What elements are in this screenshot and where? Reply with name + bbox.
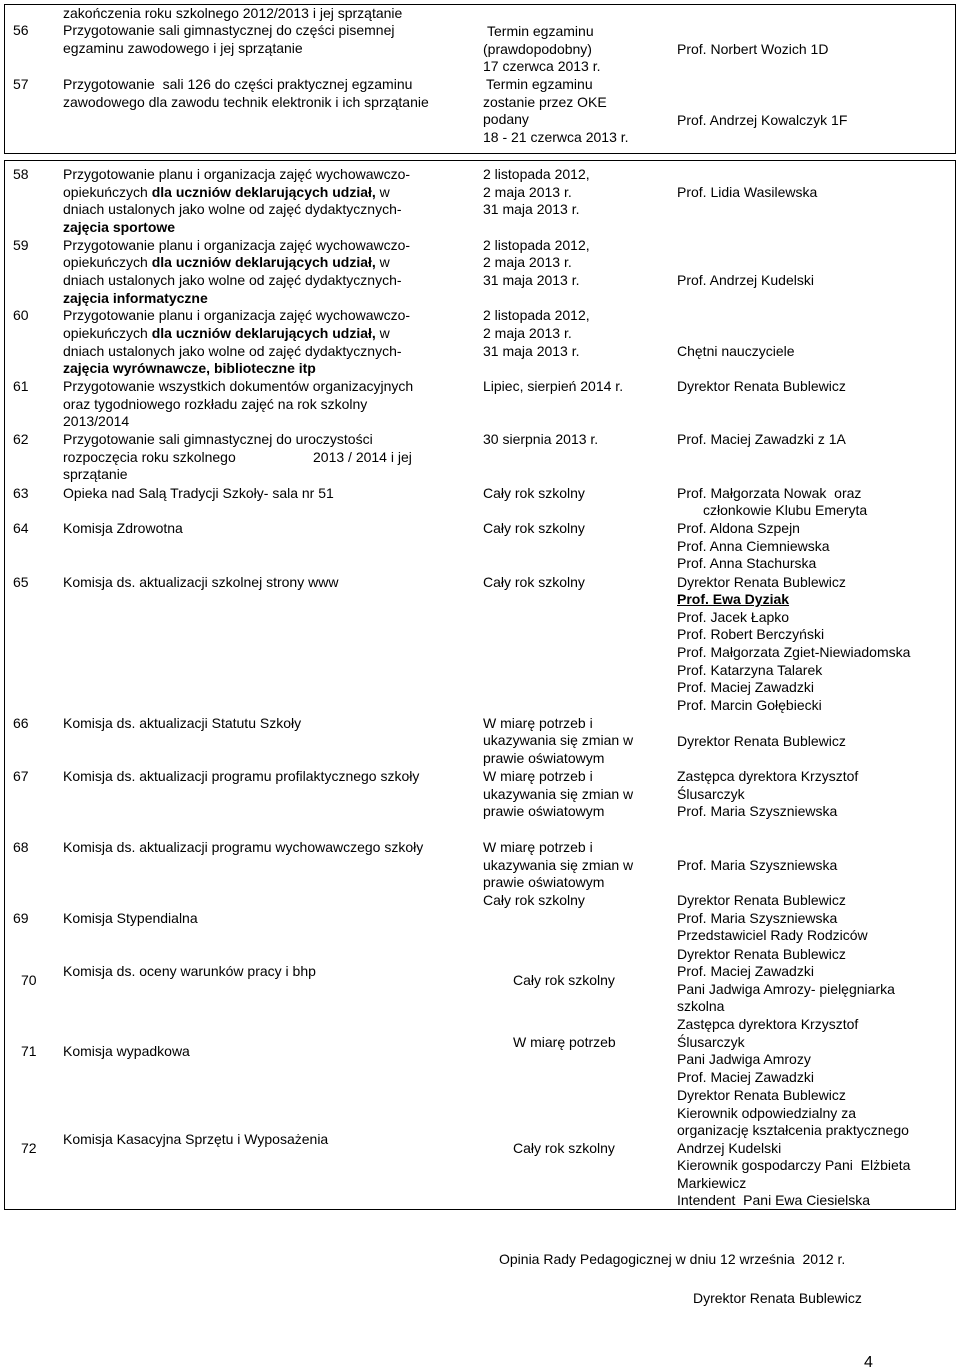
row-desc: opiekuńczych dla uczniów deklarujących udział, w (63, 254, 390, 270)
row-number: 71 (21, 1043, 37, 1059)
responsible: Pani Jadwiga Amrozy (677, 1051, 811, 1067)
row-desc: Komisja ds. aktualizacji programu profilaktycznego szkoły (63, 768, 420, 784)
responsible: Andrzej Kudelski (677, 1140, 782, 1156)
row-number: 60 (13, 307, 29, 323)
exam-term: (prawdopodobny) (483, 41, 592, 57)
row-date: 2 listopada 2012, (483, 166, 590, 182)
row-date: Cały rok szkolny (483, 574, 585, 590)
row-date: 2 maja 2013 r. (483, 184, 572, 200)
council-opinion: Opinia Rady Pedagogicznej w dniu 12 września 2012 r. (499, 1251, 846, 1267)
row-date: 2 maja 2013 r. (483, 254, 572, 270)
row-date: Cały rok szkolny (483, 485, 585, 501)
row-number: 65 (13, 574, 29, 590)
row-date: prawie oświatowym (483, 874, 605, 890)
row-desc: Komisja ds. oceny warunków pracy i bhp (63, 963, 316, 979)
responsible: Dyrektor Renata Bublewicz (677, 892, 846, 908)
row-desc: Komisja wypadkowa (63, 1043, 190, 1059)
exam-term: Termin egzaminu (486, 76, 593, 92)
row-desc: 2013/2014 (63, 413, 130, 429)
table-section-main-top (4, 160, 956, 161)
row-date: ukazywania się zmian w (483, 857, 634, 873)
row-number: 63 (13, 485, 29, 501)
row-desc: Opieka nad Salą Tradycji Szkoły- sala nr 51 (63, 485, 334, 501)
responsible: Prof. Maciej Zawadzki (677, 1069, 814, 1085)
responsible: członkowie Klubu Emeryta (703, 502, 868, 518)
table-section-top-bottom (4, 153, 956, 154)
row-date: prawie oświatowym (483, 750, 605, 766)
responsible: Kierownik odpowiedzialny za (677, 1105, 856, 1121)
row-number: 72 (21, 1140, 37, 1156)
responsible: Prof. Andrzej Kudelski (677, 272, 814, 288)
row-desc: Komisja ds. aktualizacji programu wychowawczego szkoły (63, 839, 424, 855)
responsible: Prof. Katarzyna Talarek (677, 662, 823, 678)
responsible: Prof. Maciej Zawadzki (677, 963, 814, 979)
responsible-chair: Prof. Ewa Dyziak (677, 591, 790, 607)
row-desc: Komisja Stypendialna (63, 910, 198, 926)
responsible: Prof. Jacek Łapko (677, 609, 790, 625)
row-date: W miarę potrzeb (513, 1034, 616, 1050)
row-date: 2 listopada 2012, (483, 307, 590, 323)
row-date: W miarę potrzeb i (483, 715, 593, 731)
responsible: Prof. Małgorzata Nowak oraz (677, 485, 862, 501)
responsible: Prof. Aldona Szpejn (677, 520, 800, 536)
responsible: Prof. Małgorzata Zgiet-Niewiadomska (677, 644, 911, 660)
row-desc: Komisja ds. aktualizacji Statutu Szkoły (63, 715, 302, 731)
row-desc-bold: zajęcia sportowe (63, 219, 176, 235)
responsible: Prof. Maciej Zawadzki (677, 679, 814, 695)
row-number: 57 (13, 76, 29, 92)
row-date: prawie oświatowym (483, 803, 605, 819)
row-date: 31 maja 2013 r. (483, 272, 580, 288)
row-desc: 2013 / 2014 i jej (313, 449, 412, 465)
row-desc: Komisja ds. aktualizacji szkolnej strony www (63, 574, 339, 590)
responsible: Dyrektor Renata Bublewicz (677, 946, 846, 962)
row-date: 2 listopada 2012, (483, 237, 590, 253)
responsible: Prof. Andrzej Kowalczyk 1F (677, 112, 848, 128)
row-desc: egzaminu zawodowego i jej sprzątanie (63, 40, 303, 56)
row-desc: dniach ustalonych jako wolne od zajęć dydaktycznych- (63, 201, 402, 217)
responsible: Prof. Norbert Wozich 1D (677, 41, 829, 57)
row-date: W miarę potrzeb i (483, 768, 593, 784)
row-number: 68 (13, 839, 29, 855)
responsible: Chętni nauczyciele (677, 343, 795, 359)
responsible: Zastępca dyrektora Krzysztof (677, 768, 859, 784)
row-55-tail: zakończenia roku szkolnego 2012/2013 i jej sprzątanie (63, 5, 403, 21)
row-date: Cały rok szkolny (513, 972, 615, 988)
exam-term: zostanie przez OKE (483, 94, 607, 110)
row-number: 56 (13, 22, 29, 38)
page-number: 4 (864, 1354, 873, 1371)
row-desc: opiekuńczych dla uczniów deklarujących udział, w (63, 184, 390, 200)
exam-term: podany (483, 111, 529, 127)
row-number: 59 (13, 237, 29, 253)
row-date: ukazywania się zmian w (483, 786, 634, 802)
responsible: szkolna (677, 998, 725, 1014)
row-desc: dniach ustalonych jako wolne od zajęć dydaktycznych- (63, 343, 402, 359)
row-desc-bold: zajęcia wyrównawcze, biblioteczne itp (63, 360, 316, 376)
row-desc: oraz tygodniowego rozkładu zajęć na rok szkolny (63, 396, 368, 412)
exam-term: Termin egzaminu (487, 23, 594, 39)
responsible: Pani Jadwiga Amrozy- pielęgniarka (677, 981, 895, 997)
row-desc: Przygotowanie planu i organizacja zajęć wychowawczo- (63, 237, 411, 253)
responsible: Markiewicz (677, 1175, 747, 1191)
row-desc: rozpoczęcia roku szkolnego (63, 449, 236, 465)
responsible: Dyrektor Renata Bublewicz (677, 733, 846, 749)
row-desc: Komisja Zdrowotna (63, 520, 183, 536)
row-desc-bold: zajęcia informatyczne (63, 290, 208, 306)
row-date: Cały rok szkolny (513, 1140, 615, 1156)
row-date: Cały rok szkolny (483, 520, 585, 536)
responsible: Prof. Maciej Zawadzki z 1A (677, 431, 846, 447)
signature: Dyrektor Renata Bublewicz (693, 1290, 862, 1306)
row-desc: opiekuńczych dla uczniów deklarujących udział, w (63, 325, 390, 341)
row-desc: dniach ustalonych jako wolne od zajęć dydaktycznych- (63, 272, 402, 288)
row-desc: Przygotowanie sali 126 do części praktycznej egzaminu (63, 76, 413, 92)
responsible: Prof. Maria Szyszniewska (677, 803, 838, 819)
responsible: Prof. Maria Szyszniewska (677, 857, 838, 873)
row-desc: zawodowego dla zawodu technik elektronik i ich sprzątanie (63, 94, 429, 110)
row-number: 69 (13, 910, 29, 926)
row-desc: Przygotowanie sali gimnastycznej do części pisemnej (63, 22, 395, 38)
row-number: 61 (13, 378, 29, 394)
row-number: 70 (21, 972, 37, 988)
responsible: Prof. Marcin Gołębiecki (677, 697, 822, 713)
row-desc: Przygotowanie planu i organizacja zajęć wychowawczo- (63, 166, 411, 182)
row-desc: sprzątanie (63, 466, 128, 482)
responsible: Intendent Pani Ewa Ciesielska (677, 1192, 870, 1208)
responsible: Prof. Anna Ciemniewska (677, 538, 830, 554)
row-date: ukazywania się zmian w (483, 732, 634, 748)
row-number: 62 (13, 431, 29, 447)
row-desc: Przygotowanie planu i organizacja zajęć wychowawczo- (63, 307, 411, 323)
responsible: Prof. Anna Stachurska (677, 555, 817, 571)
exam-term: 18 - 21 czerwca 2013 r. (483, 129, 629, 145)
responsible: Prof. Maria Szyszniewska (677, 910, 838, 926)
responsible: organizację kształcenia praktycznego (677, 1122, 909, 1138)
responsible: Dyrektor Renata Bublewicz (677, 378, 846, 394)
row-desc: Przygotowanie sali gimnastycznej do uroczystości (63, 431, 373, 447)
row-number: 67 (13, 768, 29, 784)
row-date: 31 maja 2013 r. (483, 201, 580, 217)
responsible: Dyrektor Renata Bublewicz (677, 574, 846, 590)
row-date: W miarę potrzeb i (483, 839, 593, 855)
row-number: 58 (13, 166, 29, 182)
row-date: 31 maja 2013 r. (483, 343, 580, 359)
row-date: Lipiec, sierpień 2014 r. (483, 378, 624, 394)
row-desc: Komisja Kasacyjna Sprzętu i Wyposażenia (63, 1131, 329, 1147)
responsible: Ślusarczyk (677, 786, 745, 802)
row-date: 30 sierpnia 2013 r. (483, 431, 599, 447)
row-number: 64 (13, 520, 29, 536)
responsible: Przedstawiciel Rady Rodziców (677, 927, 868, 943)
exam-term: 17 czerwca 2013 r. (483, 58, 601, 74)
row-desc: Przygotowanie wszystkich dokumentów organizacyjnych (63, 378, 414, 394)
responsible: Ślusarczyk (677, 1034, 745, 1050)
row-number: 66 (13, 715, 29, 731)
responsible: Kierownik gospodarczy Pani Elżbieta (677, 1157, 911, 1173)
responsible: Dyrektor Renata Bublewicz (677, 1087, 846, 1103)
responsible: Zastępca dyrektora Krzysztof (677, 1016, 859, 1032)
row-date: 2 maja 2013 r. (483, 325, 572, 341)
responsible: Prof. Lidia Wasilewska (677, 184, 818, 200)
row-date: Cały rok szkolny (483, 892, 585, 908)
responsible: Prof. Robert Berczyński (677, 626, 825, 642)
